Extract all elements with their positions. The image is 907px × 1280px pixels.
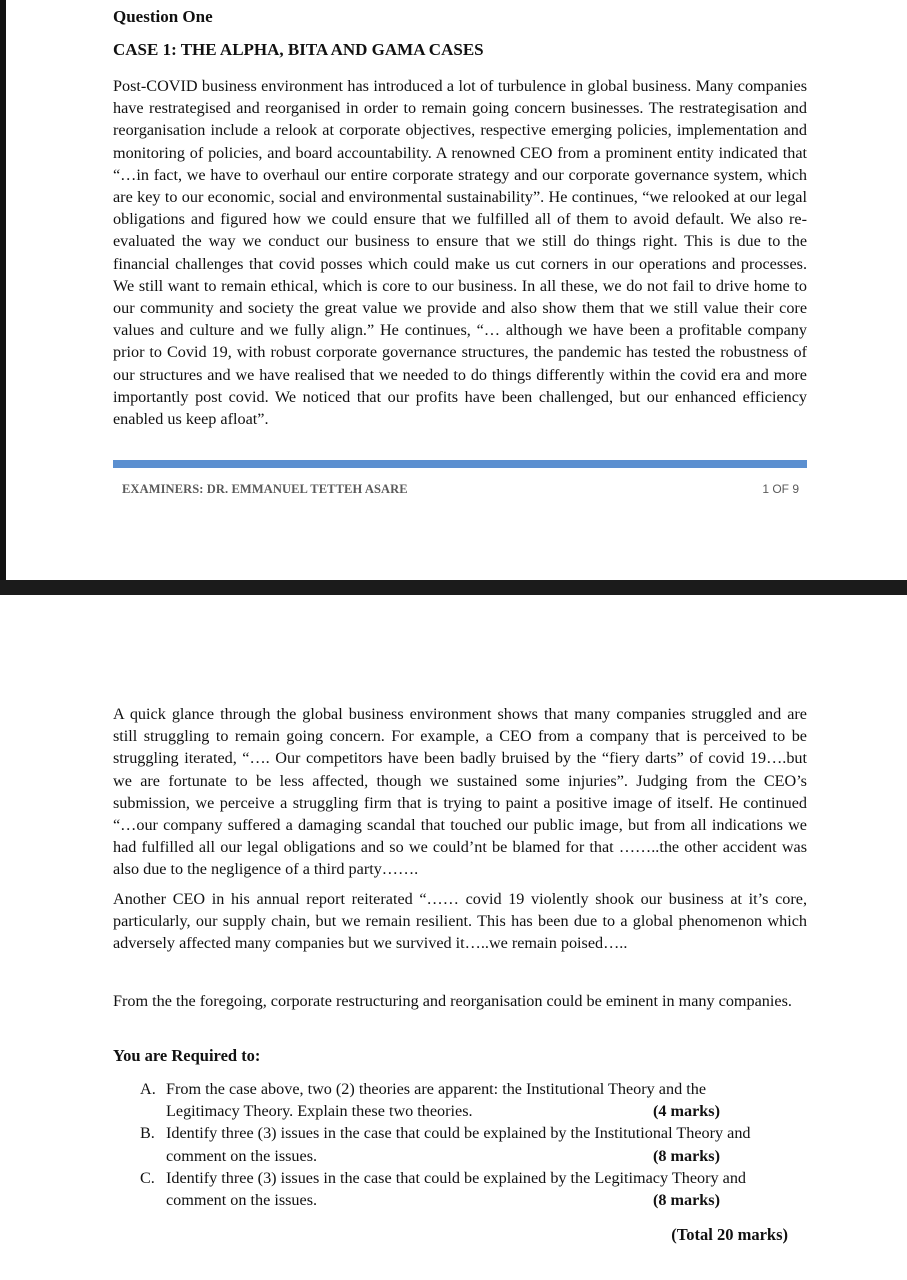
requirement-tail: comment on the issues. xyxy=(166,1191,318,1210)
requirement-marks: (8 marks) xyxy=(653,1146,720,1165)
case-paragraph-4: From the the foregoing, corporate restructuring and reorganisation could be eminent in many companies. xyxy=(113,992,792,1010)
requirement-letter: B. xyxy=(140,1124,155,1143)
requirements-list xyxy=(113,1078,807,1211)
requirement-tail: comment on the issues. xyxy=(166,1146,318,1165)
document-page-2 xyxy=(0,595,907,1280)
requirement-marks: (4 marks) xyxy=(653,1102,720,1121)
page-separator xyxy=(0,580,907,595)
question-title: Question One xyxy=(113,7,213,26)
requirement-letter: A. xyxy=(140,1080,156,1098)
requirement-text: Identify three (3) issues in the case that could be explained by the Institutional Theory and xyxy=(166,1124,751,1143)
requirement-tail: Legitimacy Theory. Explain these two theories. xyxy=(166,1102,473,1121)
requirement-b xyxy=(113,1122,807,1166)
total-marks: (Total 20 marks) xyxy=(671,1225,788,1244)
requirement-marks: (8 marks) xyxy=(653,1191,720,1210)
requirement-text: Identify three (3) issues in the case that could be explained by the Legitimacy Theory and xyxy=(166,1168,747,1187)
case-title: CASE 1: THE ALPHA, BITA AND GAMA CASES xyxy=(113,40,484,59)
requirement-c xyxy=(113,1167,807,1211)
document-page-1 xyxy=(0,0,907,580)
requirement-letter: C. xyxy=(140,1168,155,1187)
case-paragraph: Post-COVID business environment has introduced a lot of turbulence in global business. Many companies have restrategised and reorganised in order to remain going concern businesses. The restrategisation and reorganisation include a relook at corporate objectives, respective emerging policies, implementation and monitoring of policies, and board accountability. A renowned CEO from a prominent entity indicated that “…in fact, we have to overhaul our entire corporate strategy and our corporate governance system, which are key to our economic, social and environmental sustainability”. He continues, “we relooked at our legal obligations and figured how we could ensure that we fulfilled all of them to avoid default. We also re-evaluated the way we conduct our business to ensure that we still do things right. This is due to the financial challenges that covid posses which could make us cut corners in our operations and processes. We still want to remain ethical, which is core to our business. In all these, we do not fail to drive home to our community and society the great value we provide and also show them that we still value their core values and culture and we fully align.” He continues, “… although we have been a profitable company prior to Covid 19, with robust corporate governance structures, the pandemic has tested the robustness of our structures and we have realised that we needed to do things differently within the covid era and more importantly post covid. We noticed that our profits have been challenged, but our enhanced efficiency enabled us keep afloat”. xyxy=(113,77,807,429)
requirement-text: From the case above, two (2) theories are apparent: the Institutional Theory and the xyxy=(166,1080,707,1098)
case-paragraph-2: A quick glance through the global business environment shows that many companies struggled and are still struggling to remain going concern. For example, a CEO from a company that is perceived to be struggling iterated, “…. Our competitors have been badly bruised by the “fiery darts” of covid 19….but we are fortunate to be less affected, though we sustained some injuries”. Judging from the CEO’s submission, we perceive a struggling firm that is trying to paint a positive image of itself. He continued “…our company suffered a damaging scandal that touched our public image, but from all indications we had fulfilled all our legal obligations and so we could’nt be blamed for that ……..the other accident was also due to the negligence of a third party……. xyxy=(113,705,807,879)
required-heading: You are Required to: xyxy=(113,1046,261,1065)
footer-page-number: 1 OF 9 xyxy=(762,482,799,496)
requirement-a xyxy=(113,1078,807,1122)
footer-rule xyxy=(113,460,807,468)
footer-examiner: EXAMINERS: DR. EMMANUEL TETTEH ASARE xyxy=(122,482,408,496)
case-paragraph-3: Another CEO in his annual report reiterated “…… covid 19 violently shook our business at it’s core, particularly, our supply chain, but we remain resilient. This has been due to a global phenomenon which adversely affected many companies but we survived it…..we remain poised….. xyxy=(113,890,807,953)
